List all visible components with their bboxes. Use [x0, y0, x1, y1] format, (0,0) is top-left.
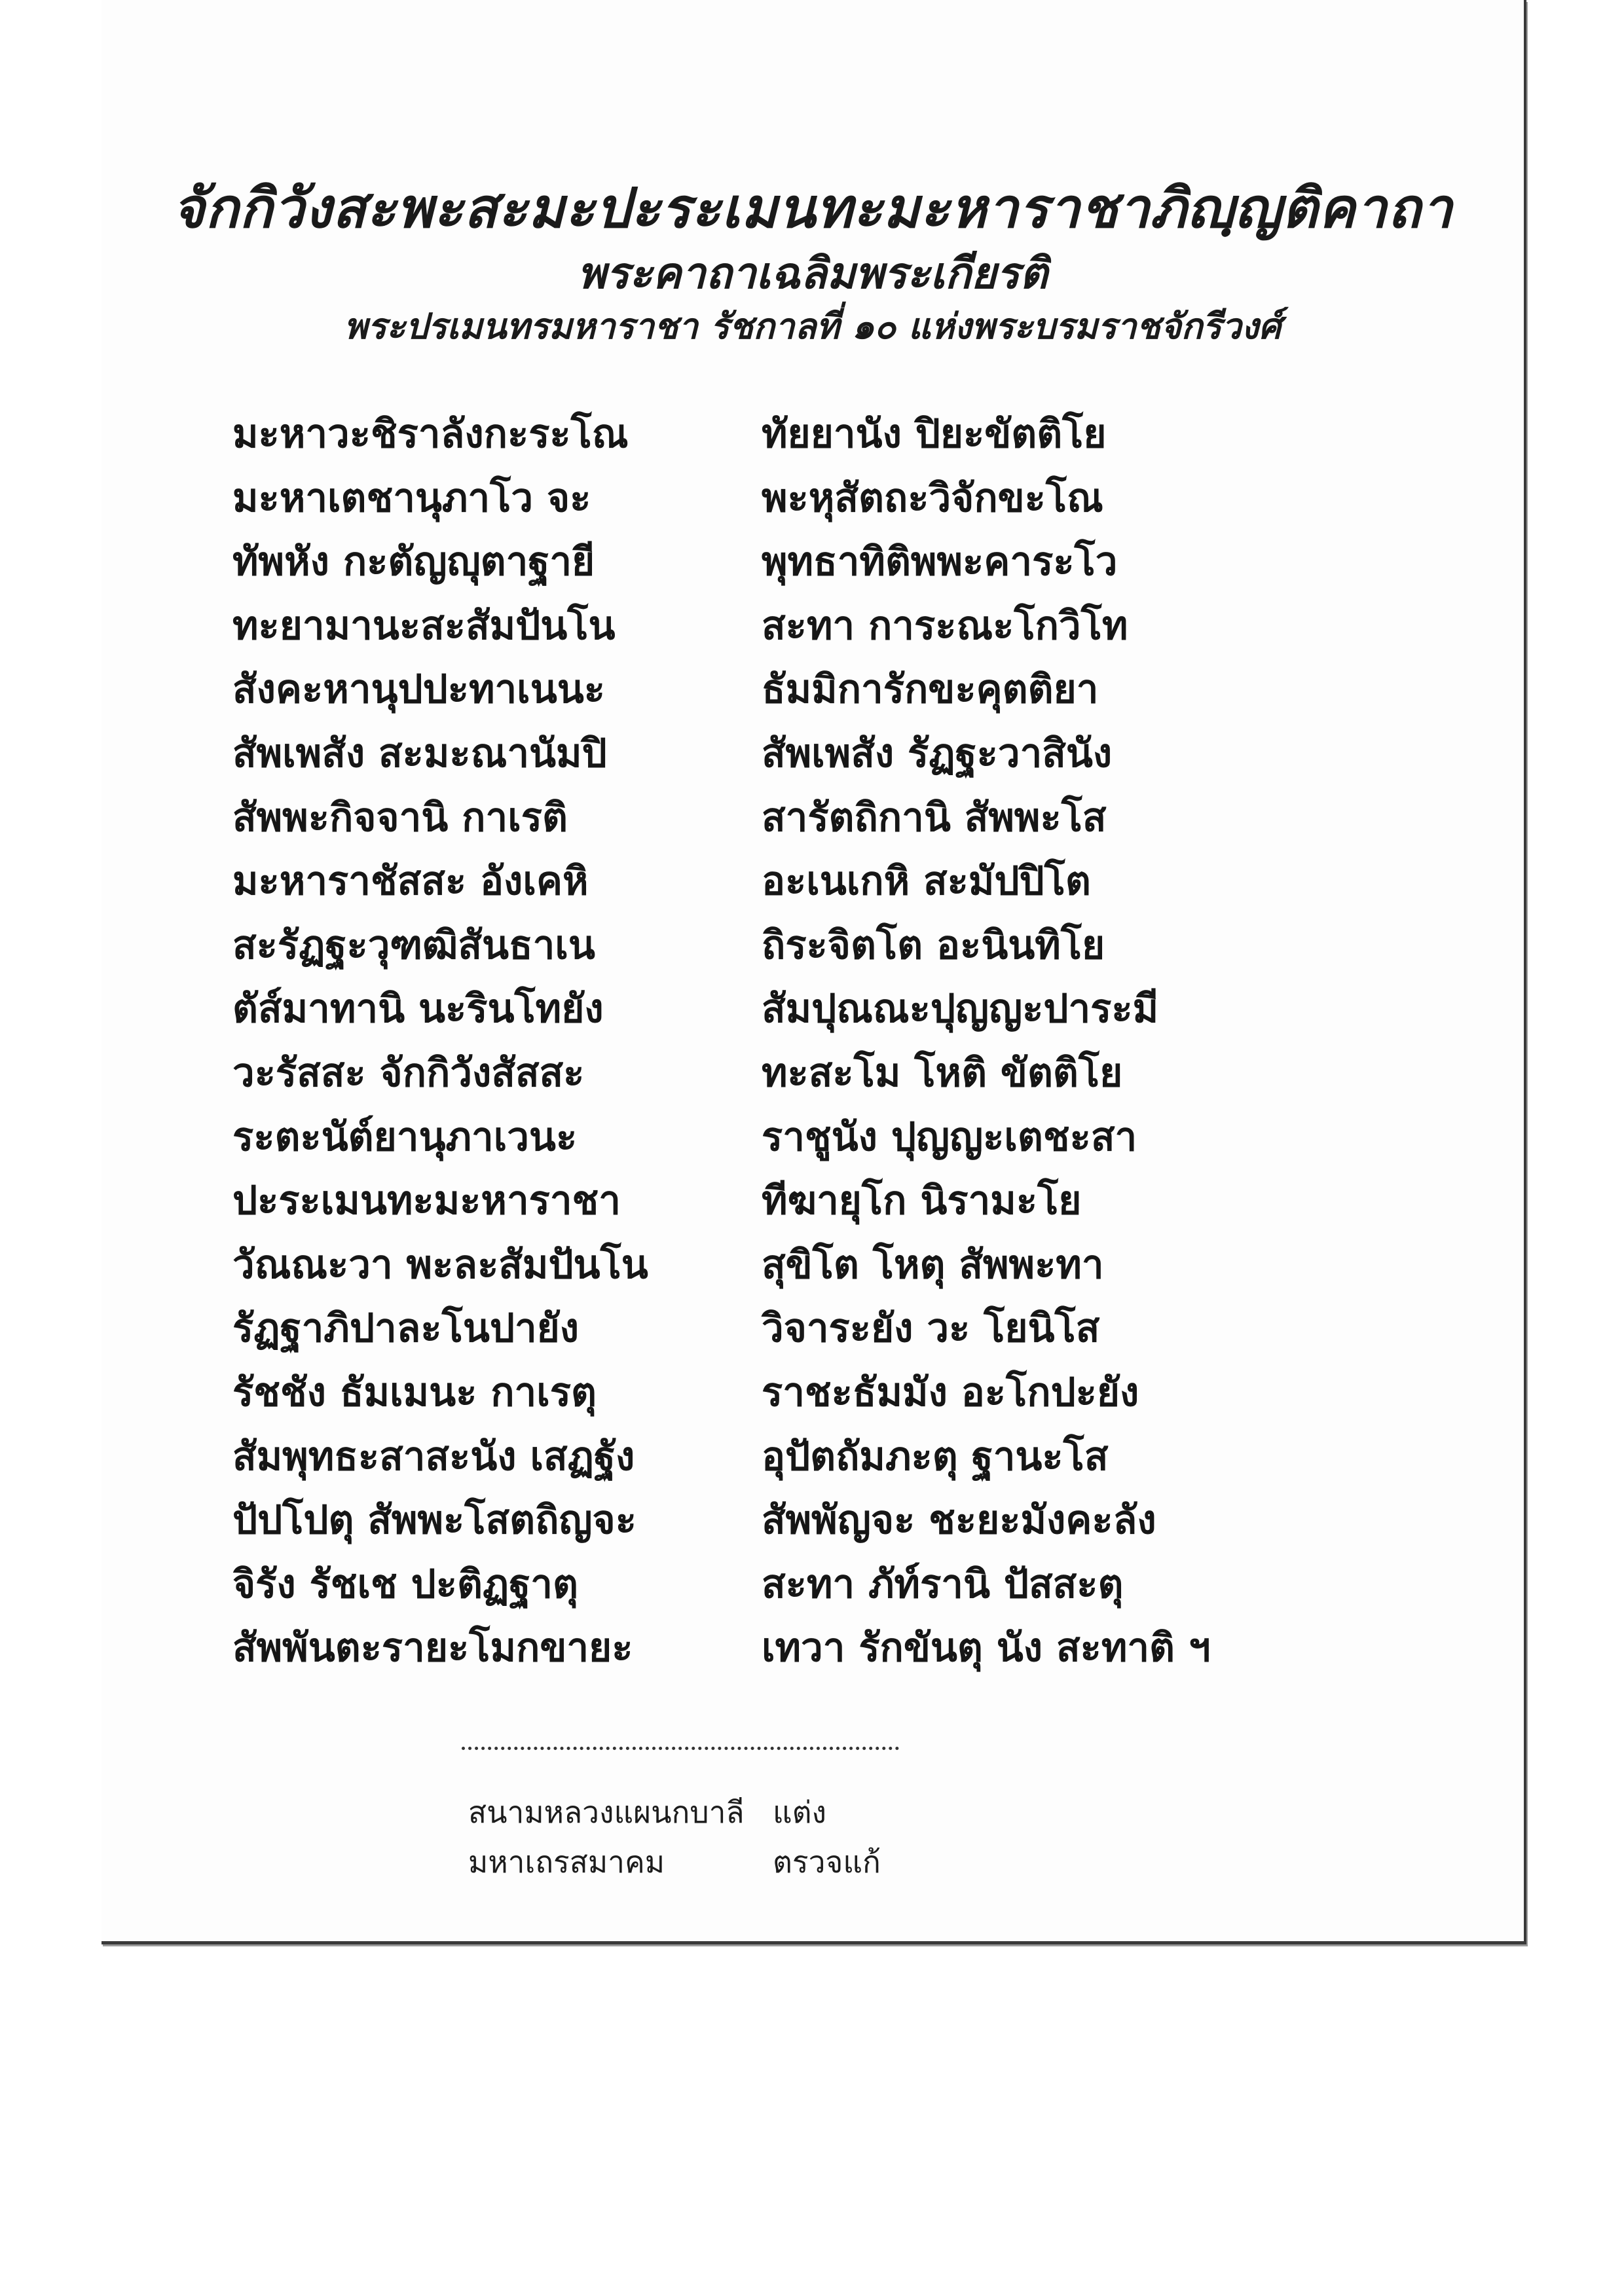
- verse-line: ธัมมิการักขะคุตติยา: [762, 666, 1099, 713]
- verse-line: สารัตถิกานิ สัพพะโส: [762, 794, 1107, 841]
- verse-line: รัชชัง ธัมเมนะ กาเรตุ: [232, 1369, 597, 1415]
- credit-composer: สนามหลวงแผนกบาลี: [468, 1795, 745, 1829]
- verse-line: ราชูนัง ปุญญะเตชะสา: [762, 1114, 1137, 1160]
- verse-line: วะรัสสะ จักกิวังสัสสะ: [232, 1049, 585, 1096]
- dotted-separator: [462, 1747, 899, 1750]
- verse-line: ปะระเมนทะมะหาราชา: [232, 1178, 621, 1224]
- verse-line: สัพเพสัง สะมะณานัมปิ: [232, 730, 607, 776]
- verse-line: เทวา รักขันตุ นัง สะทาติ ฯ: [762, 1625, 1211, 1671]
- verse-line: ตัส์มาทานิ นะรินโทยัง: [232, 986, 604, 1032]
- verse-line: มะหาวะชิราลังกะระโณ: [232, 411, 629, 457]
- verse-line: อะเนเกหิ สะมัปปิโต: [762, 858, 1091, 905]
- verse-line: สัมพุทธะสาสะนัง เสฏฐัง: [232, 1433, 635, 1480]
- verse-line: สะทา การะณะโกวิโท: [762, 602, 1128, 649]
- page-subtitle-dedication: พระปรเมนทรมหาราชา รัชกาลที่ ๑๐ แห่งพระบรมราชจักรีวงศ์: [344, 305, 1282, 347]
- verse-line: รัฏฐาภิปาละโนปายัง: [232, 1305, 580, 1352]
- verse-line: พะหุสัตถะวิจักขะโณ: [762, 475, 1103, 521]
- credit-reviewer-role: ตรวจแก้: [773, 1845, 881, 1879]
- page-subtitle: พระคาถาเฉลิมพระเกียรติ: [577, 247, 1048, 299]
- verse-line: วิจาระยัง วะ โยนิโส: [762, 1305, 1100, 1352]
- verse-line: จิรัง รัชเช ปะติฏฐาตุ: [232, 1561, 578, 1607]
- verse-line: สัมปุณณะปุญญะปาระมี: [762, 986, 1159, 1032]
- page-title: จักกิวังสะพะสะมะปะระเมนทะมะหาราชาภิญฺญติคาถา: [172, 175, 1453, 240]
- verse-line: ราชะธัมมัง อะโกปะยัง: [762, 1369, 1139, 1415]
- verse-line: สัพเพสัง รัฏฐะวาสินัง: [762, 730, 1113, 776]
- verse-line: อุปัตถัมภะตุ ฐานะโส: [762, 1433, 1109, 1480]
- verse-line: ทัยยานัง ปิยะขัตติโย: [762, 411, 1107, 457]
- verse-line: ระตะนัต์ยานุภาเวนะ: [232, 1114, 578, 1160]
- verse-column-right: [762, 403, 1211, 1681]
- verse-line: สัพพันตะรายะโมกขายะ: [232, 1625, 633, 1671]
- verse-column-left: [232, 403, 648, 1681]
- verse-line: ถิระจิตโต อะนินทิโย: [762, 922, 1105, 968]
- verse-line: ปัปโปตุ สัพพะโสตถิญจะ: [232, 1497, 637, 1544]
- verse-line: สุขิโต โหตุ สัพพะทา: [762, 1241, 1104, 1288]
- verse-line: มะหาเตชานุภาโว จะ: [232, 475, 591, 521]
- verse-line: พุทธาทิติพพะคาระโว: [762, 539, 1118, 585]
- verse-line: มะหาราชัสสะ อังเคหิ: [232, 858, 589, 905]
- verse-line: วัณณะวา พะละสัมปันโน: [232, 1241, 648, 1288]
- verse-line: สะรัฏฐะวุฑฒิสันธาเน: [232, 922, 595, 968]
- verse-line: ทัพหัง กะตัญญุตาฐายี: [232, 539, 595, 585]
- verse-line: ทีฆายุโก นิรามะโย: [762, 1178, 1082, 1224]
- verse-line: ทะสะโม โหติ ขัตติโย: [762, 1049, 1123, 1096]
- verse-line: ทะยามานะสะสัมปันโน: [232, 602, 616, 649]
- verse-line: สังคะหานุปปะทาเนนะ: [232, 666, 605, 713]
- verse-line: สัพพะกิจจานิ กาเรติ: [232, 794, 568, 841]
- verse-line: สัพพัญจะ ชะยะมังคะลัง: [762, 1497, 1156, 1544]
- credit-reviewer: มหาเถรสมาคม: [468, 1845, 665, 1879]
- credit-composer-role: แต่ง: [773, 1795, 826, 1829]
- verse-line: สะทา ภัท์รานิ ปัสสะตุ: [762, 1561, 1124, 1607]
